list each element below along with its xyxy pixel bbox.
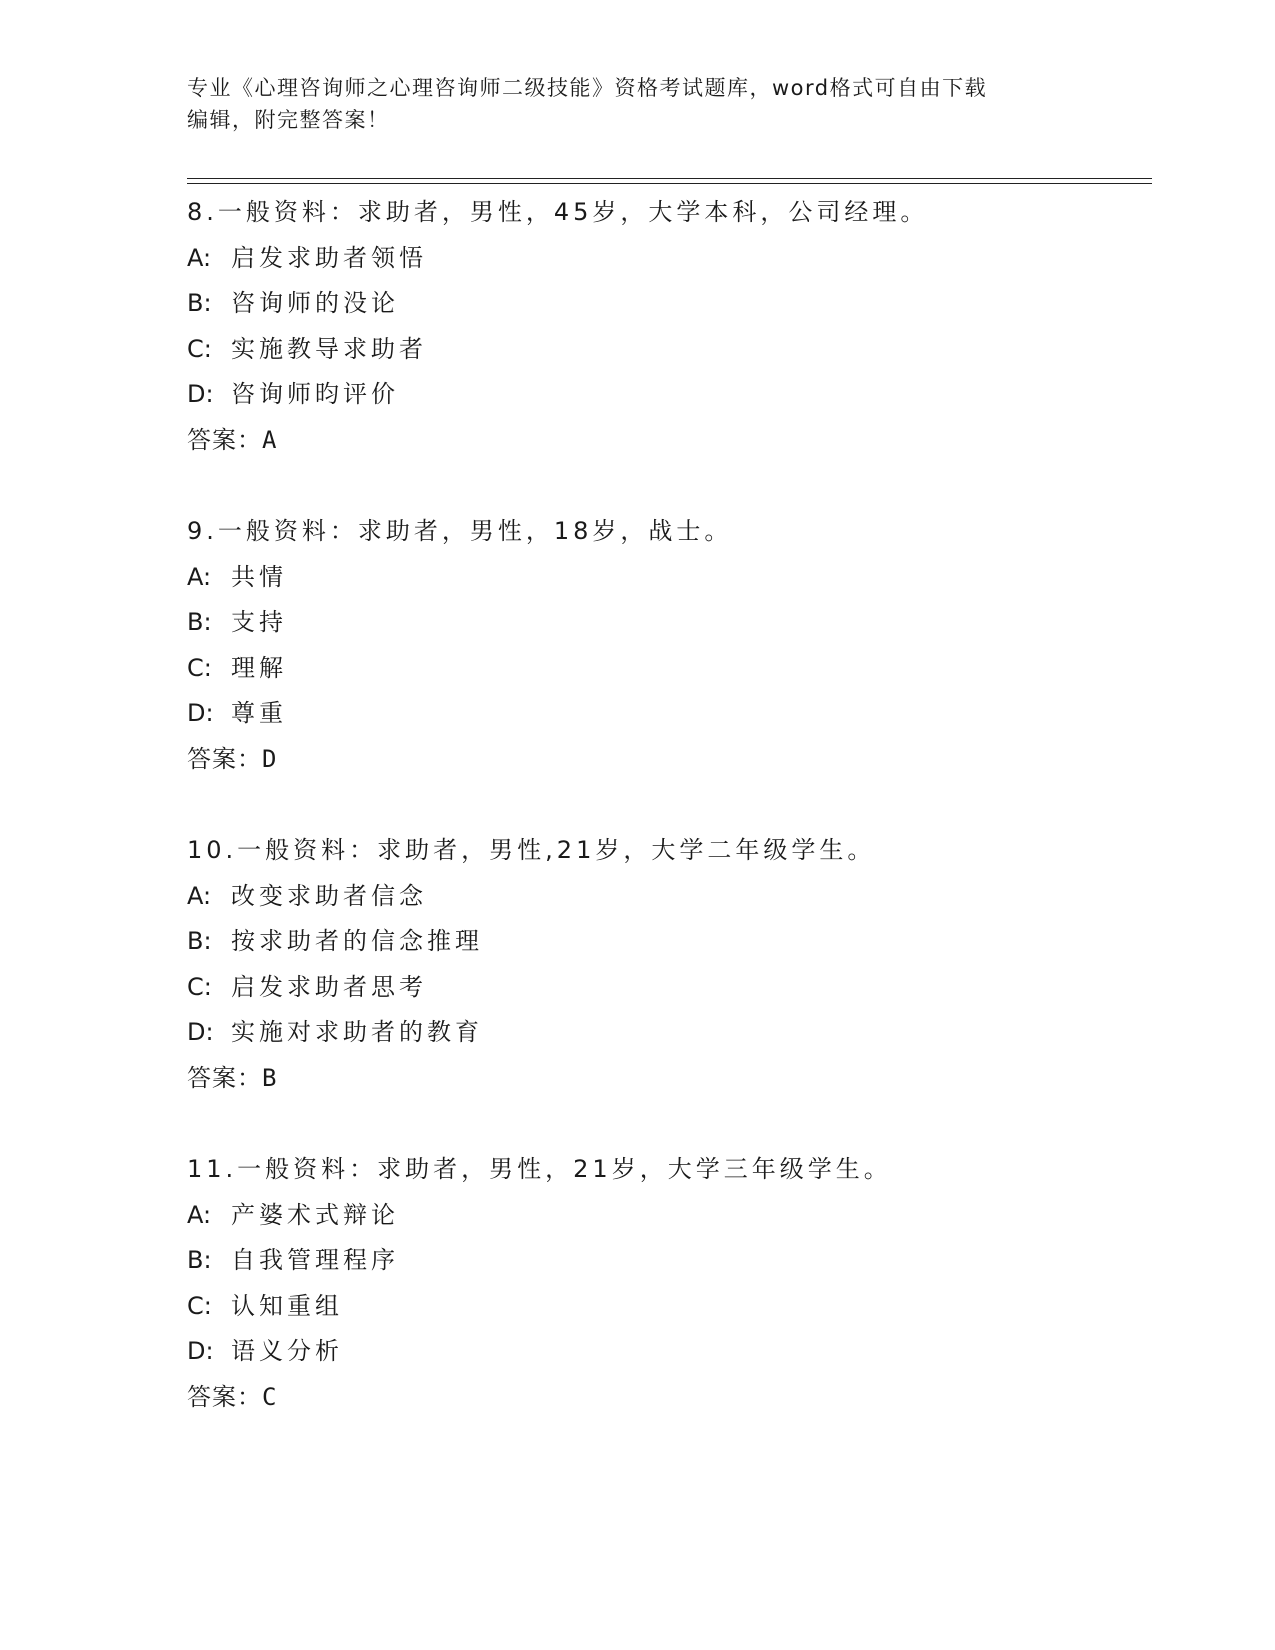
header-divider-bottom (187, 183, 1152, 184)
option-b (187, 281, 1147, 327)
option-letter: D: (187, 1018, 214, 1046)
header-line-1: 专业《心理咨询师之心理咨询师二级技能》资格考试题库，word格式可自由下载 (187, 76, 988, 100)
option-text: 共情 (231, 562, 287, 591)
option-text: 支持 (231, 608, 287, 636)
option-c (187, 327, 1147, 373)
option-letter: C: (187, 1291, 212, 1320)
option-d (187, 372, 1147, 418)
question-stem: 10.一般资料：求助者，男性,21岁，大学二年级学生。 (187, 836, 876, 864)
option-text: 启发求助者领悟 (231, 243, 427, 272)
option-text: 自我管理程序 (231, 1246, 399, 1274)
document-header (187, 72, 1087, 136)
option-text: 咨询师昀评价 (231, 380, 399, 408)
option-letter: B: (187, 289, 212, 317)
answer-line (187, 418, 1147, 464)
option-a (187, 1193, 1147, 1239)
option-letter: A: (187, 881, 212, 910)
option-letter: C: (187, 334, 212, 363)
answer-value: D (262, 744, 278, 773)
option-b (187, 919, 1147, 965)
answer-label: 答案： (187, 1063, 262, 1092)
question-10 (187, 828, 1147, 1101)
answer-line (187, 1375, 1147, 1421)
option-letter: B: (187, 608, 212, 636)
option-text: 认知重组 (231, 1291, 343, 1320)
option-a (187, 236, 1147, 282)
option-b (187, 600, 1147, 646)
answer-label: 答案： (187, 744, 262, 773)
answer-line (187, 1056, 1147, 1102)
option-text: 产婆术式辩论 (231, 1200, 399, 1229)
option-text: 启发求助者思考 (231, 972, 427, 1001)
question-list (187, 190, 1147, 1466)
question-stem: 9.一般资料：求助者，男性，18岁，战士。 (187, 517, 733, 545)
option-b (187, 1238, 1147, 1284)
answer-line (187, 737, 1147, 783)
answer-label: 答案： (187, 425, 262, 454)
header-line-2: 编辑，附完整答案！ (187, 108, 390, 132)
question-11 (187, 1147, 1147, 1420)
option-letter: D: (187, 699, 214, 727)
answer-value: C (262, 1382, 278, 1411)
option-letter: A: (187, 243, 212, 272)
option-text: 语义分析 (231, 1337, 343, 1365)
option-c (187, 1284, 1147, 1330)
question-stem: 11.一般资料：求助者，男性，21岁，大学三年级学生。 (187, 1155, 892, 1183)
option-c (187, 646, 1147, 692)
option-letter: A: (187, 562, 212, 591)
option-d (187, 691, 1147, 737)
question-8 (187, 190, 1147, 463)
option-text: 实施对求助者的教育 (231, 1018, 483, 1046)
option-text: 尊重 (231, 699, 287, 727)
question-9 (187, 509, 1147, 782)
option-text: 按求助者的信念推理 (231, 927, 483, 955)
option-text: 咨询师的没论 (231, 289, 399, 317)
option-letter: D: (187, 1337, 214, 1365)
option-letter: A: (187, 1200, 212, 1229)
answer-value: B (262, 1063, 278, 1092)
option-letter: C: (187, 653, 212, 682)
option-letter: D: (187, 380, 214, 408)
option-c (187, 965, 1147, 1011)
option-a (187, 555, 1147, 601)
option-a (187, 874, 1147, 920)
option-letter: B: (187, 927, 212, 955)
answer-value: A (262, 425, 278, 454)
answer-label: 答案： (187, 1382, 262, 1411)
question-stem: 8.一般资料：求助者，男性，45岁，大学本科，公司经理。 (187, 198, 929, 226)
option-letter: C: (187, 972, 212, 1001)
option-d (187, 1329, 1147, 1375)
header-divider-top (187, 178, 1152, 179)
option-letter: B: (187, 1246, 212, 1274)
option-d (187, 1010, 1147, 1056)
option-text: 理解 (231, 653, 287, 682)
option-text: 实施教导求助者 (231, 334, 427, 363)
option-text: 改变求助者信念 (231, 881, 427, 910)
